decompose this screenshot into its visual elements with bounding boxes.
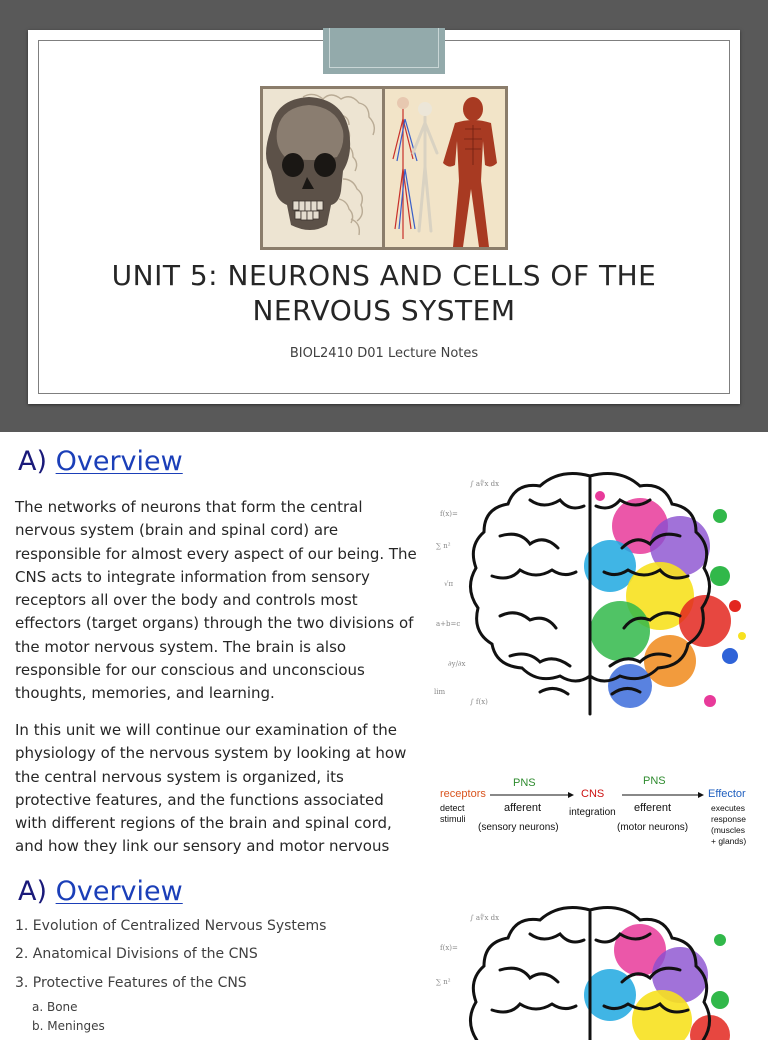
efferent-label: efferent bbox=[634, 802, 672, 814]
svg-text:∫ f(x): ∫ f(x) bbox=[470, 698, 488, 706]
pns-right-label: PNS bbox=[643, 775, 666, 787]
title-slide bbox=[0, 0, 768, 432]
svg-text:f(x)=: f(x)= bbox=[440, 944, 458, 952]
heading-letter-2: A) bbox=[18, 876, 48, 907]
brain-hemispheres-image-2 bbox=[430, 900, 755, 1040]
svg-text:∫ a∜x dx: ∫ a∜x dx bbox=[470, 480, 500, 488]
receptors-sub2: stimuli bbox=[440, 814, 466, 824]
svg-text:∂y/∂x: ∂y/∂x bbox=[448, 660, 466, 668]
overview-heading bbox=[18, 446, 183, 477]
sub-item-b: b. Meninges bbox=[32, 1019, 105, 1033]
title-slide-card bbox=[28, 30, 740, 404]
slide-title-line1: UNIT 5: NEURONS AND CELLS OF THE bbox=[111, 259, 657, 292]
svg-text:f(x)=: f(x)= bbox=[440, 510, 458, 518]
overview-heading-2 bbox=[18, 876, 183, 907]
effector-sub1: executes bbox=[711, 803, 746, 813]
overview-link[interactable]: Overview bbox=[55, 446, 183, 477]
slide-title-line2: NERVOUS SYSTEM bbox=[252, 294, 516, 327]
nervous-system-flow-diagram bbox=[436, 772, 756, 852]
decorative-tab bbox=[323, 28, 445, 74]
brain-hemispheres-image bbox=[430, 456, 755, 746]
receptors-sub1: detect bbox=[440, 803, 465, 813]
sensory-neurons-label: (sensory neurons) bbox=[478, 822, 559, 833]
afferent-label: afferent bbox=[504, 802, 542, 814]
list-item-1: 1. Evolution of Centralized Nervous Systems bbox=[15, 918, 327, 934]
effector-sub4: + glands) bbox=[711, 836, 747, 846]
svg-text:∑ n²: ∑ n² bbox=[436, 978, 451, 986]
list-item-3: 3. Protective Features of the CNS bbox=[15, 975, 247, 991]
cns-label: CNS bbox=[581, 788, 605, 800]
effector-sub2: response bbox=[711, 814, 746, 824]
integration-label: integration bbox=[569, 807, 616, 818]
heading-letter: A) bbox=[18, 446, 48, 477]
overview-slide bbox=[0, 432, 768, 864]
overview-link-2[interactable]: Overview bbox=[55, 876, 183, 907]
hero-image bbox=[260, 86, 508, 250]
effector-label: Effector bbox=[708, 788, 746, 800]
svg-text:√π: √π bbox=[444, 580, 454, 588]
anatomy-figures-illustration bbox=[385, 89, 505, 247]
overview-list-slide bbox=[0, 864, 768, 1033]
effector-sub3: (muscles bbox=[711, 825, 746, 835]
svg-text:∑ n²: ∑ n² bbox=[436, 542, 451, 550]
sub-item-a: a. Bone bbox=[32, 1000, 78, 1014]
svg-text:∫ a∜x dx: ∫ a∜x dx bbox=[470, 914, 500, 922]
motor-neurons-label: (motor neurons) bbox=[617, 822, 689, 833]
slide-subtitle: BIOL2410 D01 Lecture Notes bbox=[289, 346, 479, 361]
list-item-2: 2. Anatomical Divisions of the CNS bbox=[15, 946, 258, 962]
slide-title bbox=[28, 258, 740, 328]
overview-paragraph-1: The networks of neurons that form the central nervous system (brain and spinal cord) are responsible for almost every aspect of our being. The CNS acts to integrate information from sensory receptors all over the body and controls most effectors (target organs) through the two divisions of the motor nervous system. The brain is also responsible for our conscious and unconscious thoughts, memories, and learning. bbox=[15, 498, 417, 703]
svg-text:a+b=c: a+b=c bbox=[436, 620, 461, 628]
skull-brain-illustration bbox=[263, 89, 382, 247]
overview-paragraph-2: In this unit we will continue our examination of the physiology of the nervous system by looking at how the central nervous system is organized, its protective features, and the functions associated with different regions of the brain and spinal cord, and how they link our sensory and motor nervous bbox=[15, 721, 407, 856]
pns-left-label: PNS bbox=[513, 777, 536, 789]
svg-text:lim: lim bbox=[434, 688, 446, 696]
receptors-label: receptors bbox=[440, 788, 486, 800]
